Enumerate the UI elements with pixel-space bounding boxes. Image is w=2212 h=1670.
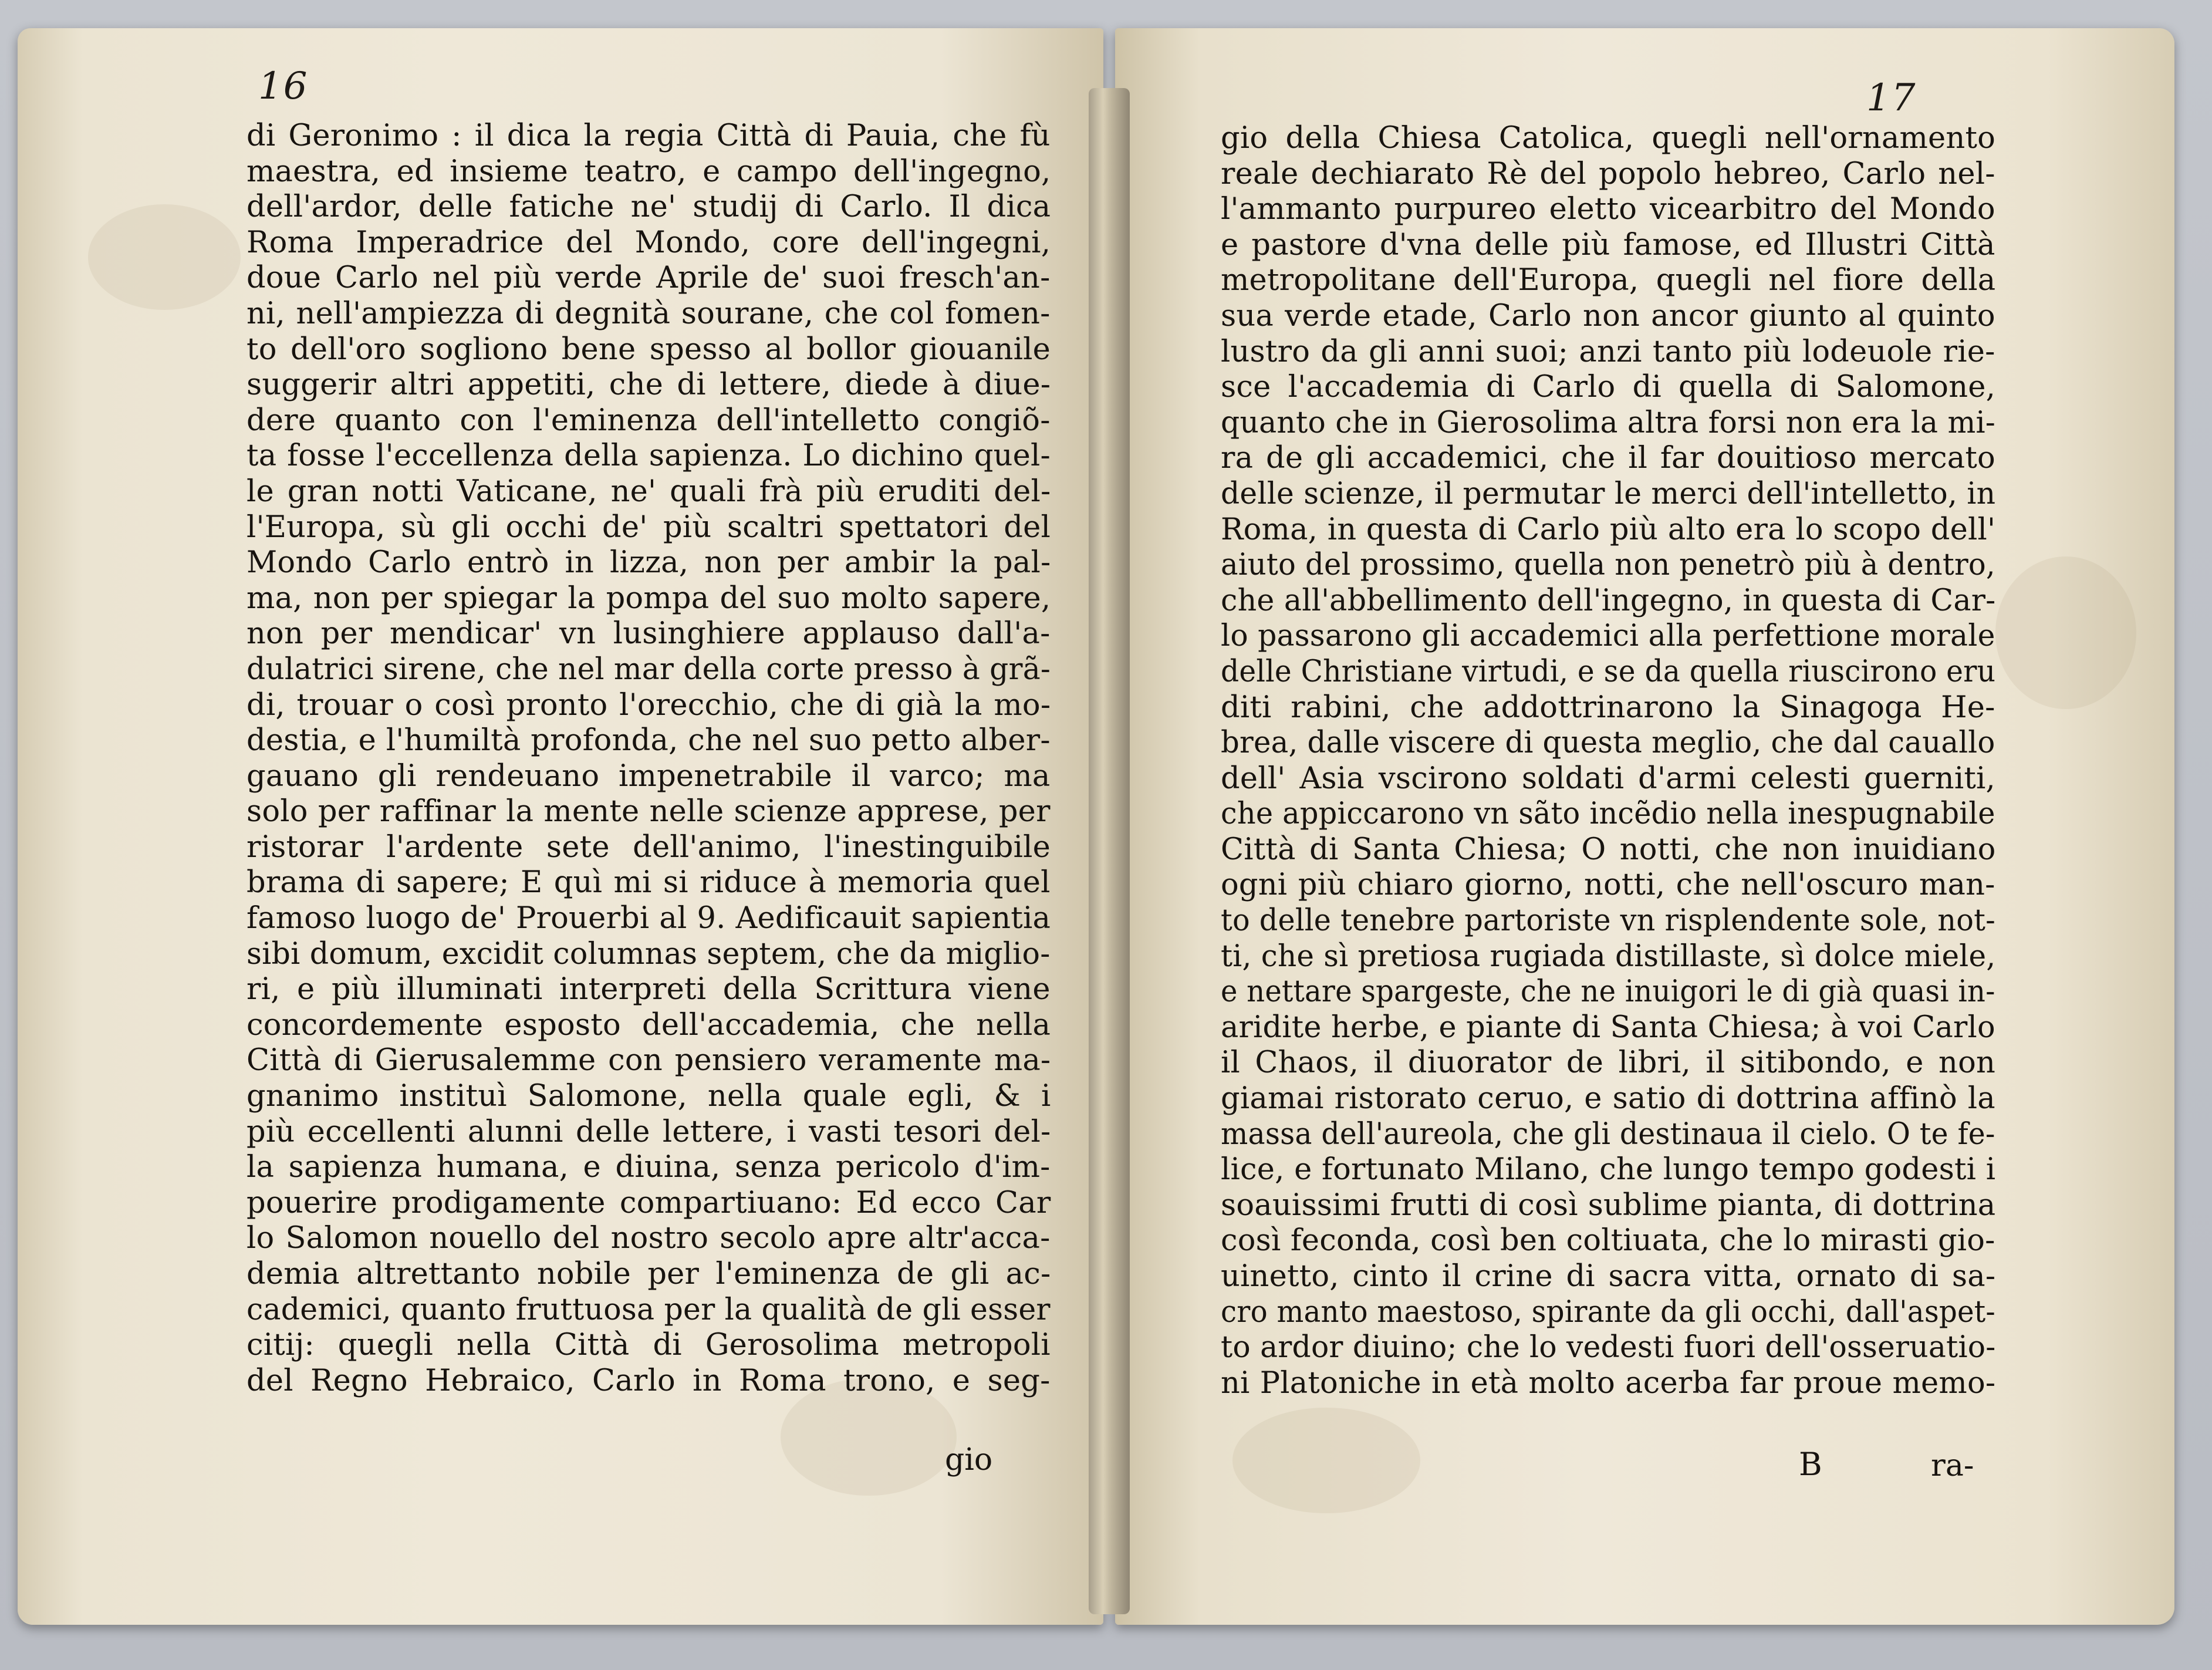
text-line: destia, e l'humiltà profonda, che nel suo petto alber- [246, 723, 1051, 758]
text-line: concordemente esposto dell'accademia, che nella [246, 1007, 1051, 1043]
text-line: brea, dalle viscere di questa meglio, che dal cauallo [1221, 726, 1995, 761]
text-line: delle scienze, il permutar le merci dell'intelletto, in [1221, 476, 1996, 511]
paper-stain [1995, 556, 2136, 709]
left-page-number: 16 [258, 65, 309, 108]
text-line: soauissimi frutti di così sublime pianta, di dottrina [1221, 1187, 1996, 1223]
text-line: citij: quegli nella Città di Gerosolima metropoli [246, 1328, 1051, 1363]
text-line: e pastore d'vna delle più famose, ed Illustri Città [1221, 227, 1995, 262]
text-line: ristorar l'ardente sete dell'animo, l'inestinguibile [246, 829, 1051, 865]
text-line: più eccellenti alunni delle lettere, i vasti tesori del- [246, 1114, 1051, 1149]
text-line: brama di sapere; E quì mi si riduce à memoria quel [246, 865, 1051, 900]
text-line: to delle tenebre partoriste vn risplendente sole, not- [1221, 903, 1995, 939]
text-line: Città di Santa Chiesa; O notti, che non inuidiano [1221, 832, 1996, 867]
paper-stain [1232, 1408, 1420, 1513]
text-line: cademici, quanto fruttuosa per la qualità de gli esser [246, 1292, 1051, 1327]
text-line: suggerir altri appetiti, che di lettere, diede à diue- [246, 367, 1051, 403]
text-line: ti, che sì pretiosa rugiada distillaste, sì dolce miele, [1221, 939, 1996, 974]
text-line: lustro da gli anni suoi; anzi tanto più lodeuole rie- [1221, 334, 1995, 369]
text-line: lo passarono gli accademici alla perfettione morale [1221, 619, 1995, 654]
right-page-number: 17 [1866, 76, 1917, 120]
text-line: diti rabini, che addottrinarono la Sinagoga He- [1221, 690, 1995, 725]
text-line: sibi domum, excidit columnas septem, che da miglio- [246, 936, 1051, 971]
text-line: uinetto, cinto il crine di sacra vitta, ornato di sa- [1221, 1259, 1996, 1294]
text-line: l'ammanto purpureo eletto vicearbitro del Mondo [1221, 192, 1995, 227]
text-line: pouerire prodigamente compartiuano: Ed ecco Car [246, 1185, 1051, 1220]
text-line: gauano gli rendeuano impenetrabile il varco; ma [246, 758, 1051, 794]
text-line: sce l'accademia di Carlo di quella di Salomone, [1221, 370, 1996, 405]
right-catchword: ra- [1931, 1448, 1974, 1483]
text-line: così feconda, così ben coltiuata, che lo mirasti gio- [1221, 1223, 1995, 1259]
text-line: dere quanto con l'eminenza dell'intelletto congiõ- [246, 403, 1051, 438]
text-line: ra de gli accademici, che il far douitioso mercato [1221, 441, 1995, 476]
right-page-text [1221, 121, 1995, 1401]
text-line: delle Christiane virtudi, e se da quella riuscirono eru [1221, 654, 1996, 689]
book-gutter [1089, 88, 1130, 1614]
text-line: dell' Asia vscirono soldati d'armi celesti guerniti, [1221, 761, 1995, 796]
left-catchword: gio [945, 1442, 993, 1477]
text-line: ni, nell'ampiezza di degnità sourane, che col fomen- [246, 296, 1051, 331]
text-line: to ardor diuino; che lo vedesti fuori dell'osseruatio- [1221, 1330, 1996, 1365]
text-line: to dell'oro sogliono bene spesso al bollor giouanile [246, 332, 1051, 367]
text-line: ta fosse l'eccellenza della sapienza. Lo dichino quel- [246, 438, 1051, 474]
text-line: l'Europa, sù gli occhi de' più scaltri spettatori del [246, 510, 1051, 545]
text-line: lice, e fortunato Milano, che lungo tempo godesti i [1221, 1152, 1996, 1187]
text-line: le gran notti Vaticane, ne' quali frà più eruditi del- [246, 474, 1051, 509]
text-line: ogni più chiaro giorno, notti, che nell'oscuro man- [1221, 868, 1995, 903]
text-line: che appiccarono vn sãto incẽdio nella inespugnabile [1221, 797, 1995, 832]
text-line: Roma Imperadrice del Mondo, core dell'ingegni, [246, 225, 1051, 260]
text-line: cro manto maestoso, spirante da gli occhi, dall'aspet- [1221, 1294, 1995, 1330]
left-page-text [246, 119, 1051, 1399]
text-line: dulatrici sirene, che nel mar della corte presso à grã- [246, 652, 1051, 687]
paper-stain [88, 204, 241, 310]
text-line: aridite herbe, e piante di Santa Chiesa; à voi Carlo [1221, 1010, 1995, 1045]
text-line: di Geronimo : il dica la regia Città di Pauia, che fù [246, 119, 1051, 153]
text-line: non per mendicar' vn lusinghiere applauso dall'a- [246, 616, 1051, 652]
text-line: demia altrettanto nobile per l'eminenza de gli ac- [246, 1257, 1051, 1291]
text-line: Mondo Carlo entrò in lizza, non per ambir la pal- [246, 545, 1051, 581]
text-line: gio della Chiesa Catolica, quegli nell'ornamento [1221, 121, 1996, 156]
text-line: la sapienza humana, e diuina, senza pericolo d'im- [246, 1150, 1051, 1185]
text-line: lo Salomon nouello del nostro secolo apre altr'acca- [246, 1221, 1051, 1256]
text-line: Roma, in questa di Carlo più alto era lo scopo dell' [1221, 512, 1996, 547]
text-line: e nettare spargeste, che ne inuigori le di già quasi in- [1221, 974, 1995, 1010]
text-line: metropolitane dell'Europa, quegli nel fiore della [1221, 263, 1996, 298]
text-line: il Chaos, il diuorator de libri, il sitibondo, e non [1221, 1045, 1996, 1081]
text-line: solo per raffinar la mente nelle scienze apprese, per [246, 794, 1051, 829]
text-line: giamai ristorato ceruo, e satio di dottrina affinò la [1221, 1081, 1995, 1116]
text-line: che all'abbellimento dell'ingegno, in questa di Car- [1221, 583, 1996, 618]
text-line: ni Platoniche in età molto acerba far proue memo- [1221, 1365, 1996, 1401]
text-line: gnanimo instituì Salomone, nella quale egli, & i [246, 1079, 1051, 1114]
text-line: massa dell'aureola, che gli destinaua il cielo. O te fe- [1221, 1116, 1995, 1152]
text-line: del Regno Hebraico, Carlo in Roma trono, e seg- [246, 1363, 1051, 1398]
text-line: sua verde etade, Carlo non ancor giunto al quinto [1221, 298, 1995, 333]
text-line: Città di Gierusalemme con pensiero veramente ma- [246, 1043, 1051, 1078]
text-line: doue Carlo nel più verde Aprile de' suoi fresch'an- [246, 261, 1051, 296]
text-line: di, trouar o così pronto l'orecchio, che di già la mo- [246, 687, 1051, 723]
signature-mark: B [1799, 1446, 1822, 1483]
text-line: ri, e più illuminati interpreti della Scrittura viene [246, 972, 1051, 1007]
text-line: ma, non per spiegar la pompa del suo molto sapere, [246, 581, 1051, 616]
text-line: famoso luogo de' Prouerbi al 9. Aedificauit sapientia [246, 901, 1051, 936]
text-line: quanto che in Gierosolima altra forsi non era la mi- [1221, 405, 1996, 440]
text-line: reale dechiarato Rè del popolo hebreo, Carlo nel- [1221, 156, 1995, 191]
text-line: aiuto del prossimo, quella non penetrò più à dentro, [1221, 548, 1995, 583]
text-line: maestra, ed insieme teatro, e campo dell'ingegno, [246, 154, 1051, 189]
text-line: dell'ardor, delle fatiche ne' studij di Carlo. Il dica [246, 190, 1051, 225]
